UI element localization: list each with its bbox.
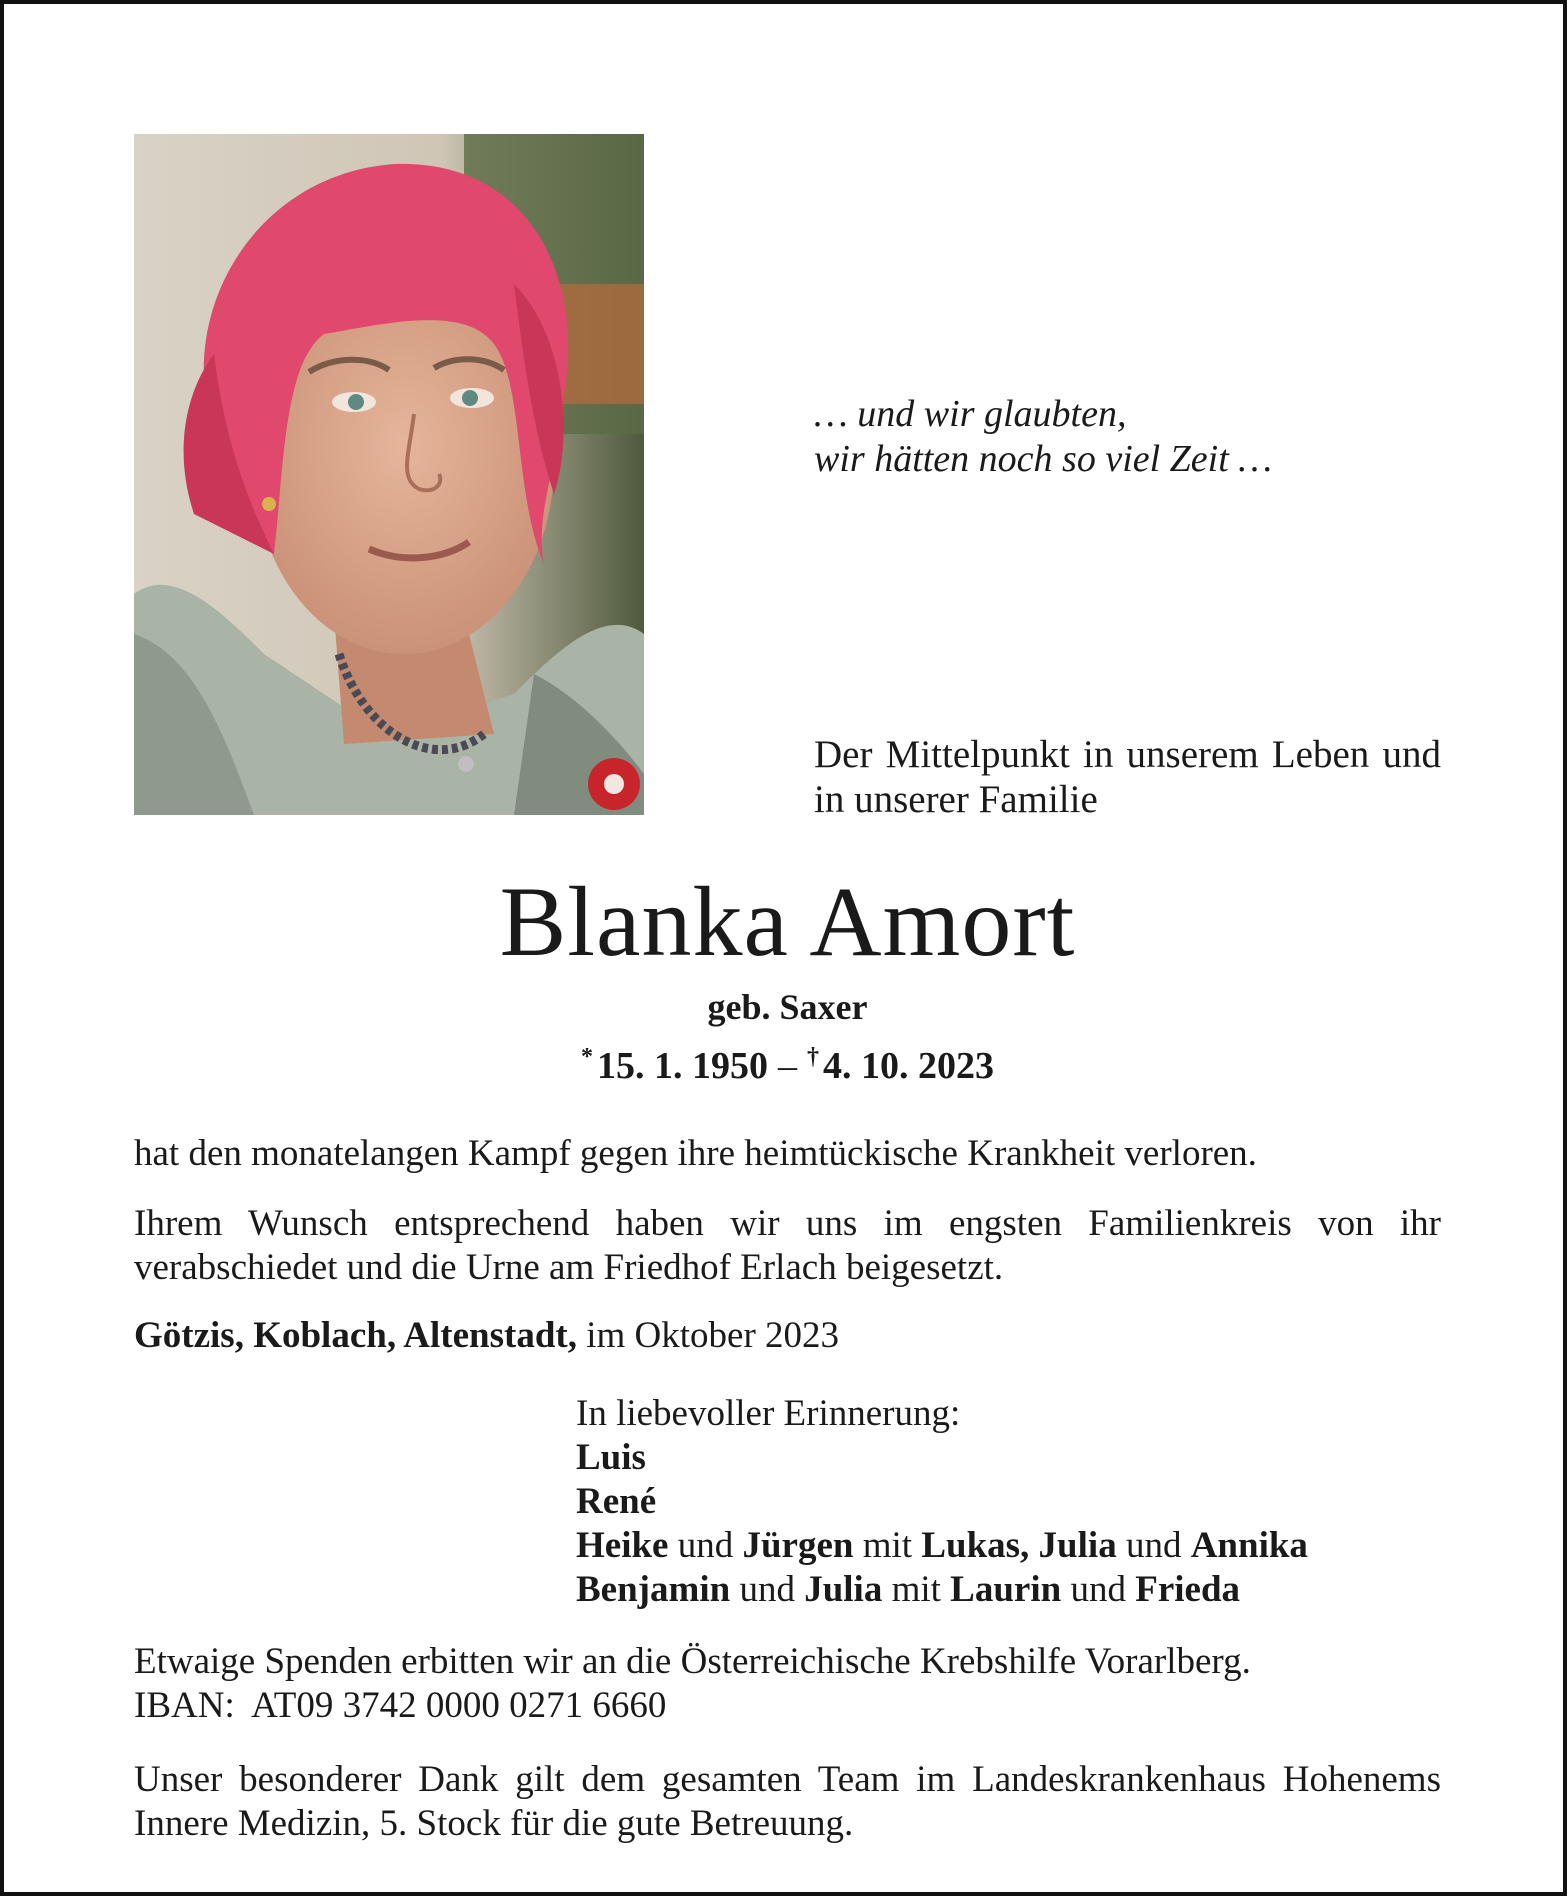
quote-line-2: wir hätten noch so viel Zeit … (814, 438, 1273, 480)
portrait-photo (134, 134, 644, 815)
intro-text: Der Mittelpunkt in unserem Leben und in unserer Familie (814, 733, 1441, 821)
death-date: 4. 10. 2023 (823, 1045, 994, 1087)
mourner-name: Frieda (1135, 1569, 1241, 1610)
connector: mit (862, 1525, 913, 1566)
mourner-name: Julia (804, 1569, 883, 1610)
mourner-rene: René (576, 1481, 657, 1522)
birth-date: 15. 1. 1950 (597, 1045, 768, 1087)
life-dates (4, 1044, 1567, 1088)
connector: und (1070, 1569, 1126, 1610)
date-dash: – (778, 1045, 797, 1087)
connector: mit (891, 1569, 941, 1610)
thanks-text: Unser besonderer Dank gilt dem gesamten Team im Landeskrankenhaus Hohenems Innere Medizin, 5. Stock für die gute Betreuung. (134, 1759, 1441, 1844)
iban: IBAN: AT09 3742 0000 0271 6660 (134, 1685, 667, 1726)
deceased-name: Blanka Amort (499, 866, 1076, 977)
mourner-name: Benjamin (576, 1569, 731, 1610)
announcement-text: hat den monatelangen Kampf gegen ihre heimtückische Krankheit verloren. (134, 1133, 1257, 1174)
quote-line-1: … und wir glaubten, (814, 393, 1127, 435)
maiden-name: geb. Saxer (707, 987, 868, 1027)
mourner-name: Laurin (950, 1569, 1062, 1610)
quote (814, 392, 1374, 482)
mourners-heading: In liebevoller Erinnerung: (576, 1393, 961, 1434)
donation-block (134, 1640, 1441, 1728)
places: Götzis, Koblach, Altenstadt, (134, 1315, 577, 1356)
birth-symbol: * (581, 1044, 593, 1070)
mourner-name: Annika (1190, 1525, 1308, 1566)
place-date-line (134, 1314, 1441, 1358)
mourner-luis: Luis (576, 1437, 646, 1478)
mourner-name: Lukas, Julia (921, 1525, 1117, 1566)
mourners-block (576, 1392, 1436, 1612)
death-symbol: † (807, 1044, 819, 1070)
connector: und (1125, 1525, 1182, 1566)
month-year: im Oktober 2023 (586, 1315, 840, 1356)
connector: und (739, 1569, 795, 1610)
donation-text: Etwaige Spenden erbitten wir an die Österreichische Krebshilfe Vorarlberg. (134, 1641, 1251, 1682)
connector: und (677, 1525, 734, 1566)
mourner-name: Jürgen (742, 1525, 854, 1566)
mourners-row-4 (576, 1568, 1436, 1612)
mourner-name: Heike (576, 1525, 669, 1566)
funeral-text: Ihrem Wunsch entsprechend haben wir uns im engsten Familienkreis von ihr verabschiedet und die Urne am Friedhof Erlach beigesetzt. (134, 1203, 1441, 1288)
mourners-row-3 (576, 1524, 1436, 1568)
